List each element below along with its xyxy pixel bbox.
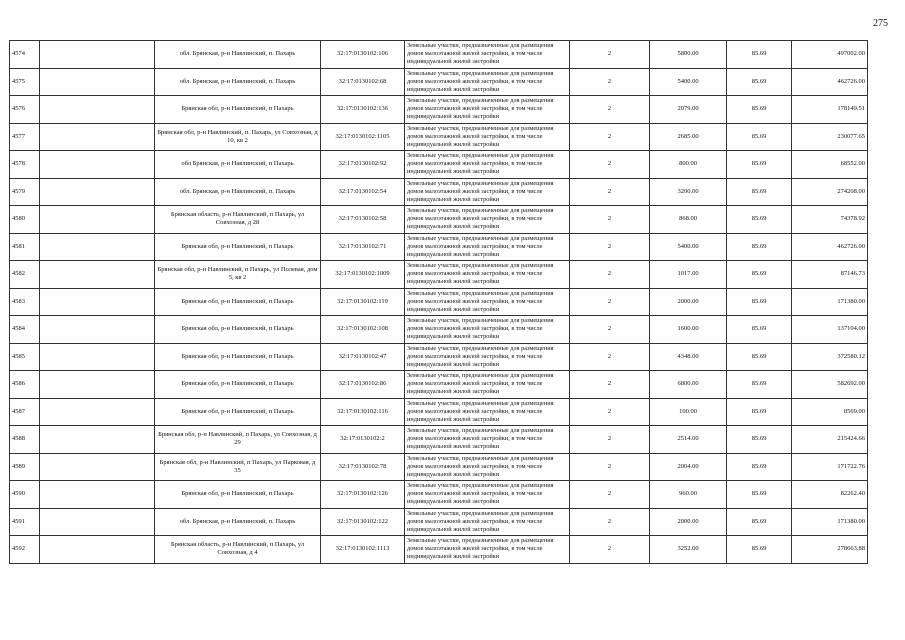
category-cell: 2 xyxy=(570,123,650,151)
cadastral-value-cell: 171722.76 xyxy=(792,453,868,481)
rate-cell: 85.69 xyxy=(727,178,792,206)
table-row xyxy=(10,288,868,316)
empty-cell xyxy=(40,508,155,536)
table-row xyxy=(10,123,868,151)
address-cell: Брянская обл, р-н Навлинский, п Пахарь xyxy=(155,316,321,344)
cadastral-number-cell: 32:17:0130102:106 xyxy=(321,41,405,69)
address-cell: Брянская обл, р-н Навлинский, п Пахарь, ул Совхозная, д 29 xyxy=(155,426,321,454)
address-cell: обл. Брянская, р-н Навлинский, п. Пахарь xyxy=(155,508,321,536)
cadastral-value-cell: 278663.88 xyxy=(792,536,868,564)
table-row xyxy=(10,453,868,481)
land-use-cell: Земельные участки, предназначенные для размещения домов малоэтажной жилой застройки, в том числе индивидуальной жилой застройки xyxy=(405,41,570,69)
land-use-cell: Земельные участки, предназначенные для размещения домов малоэтажной жилой застройки, в том числе индивидуальной жилой застройки xyxy=(405,316,570,344)
rate-cell: 85.69 xyxy=(727,261,792,289)
category-cell: 2 xyxy=(570,41,650,69)
address-cell: Брянская обл, р-н Навлинский, п Пахарь xyxy=(155,96,321,124)
area-cell: 5400.00 xyxy=(650,68,727,96)
category-cell: 2 xyxy=(570,343,650,371)
area-cell: 2514.00 xyxy=(650,426,727,454)
category-cell: 2 xyxy=(570,316,650,344)
empty-cell xyxy=(40,316,155,344)
cadastral-value-cell: 171380.00 xyxy=(792,288,868,316)
cadastral-number-cell: 32:17:0130102:108 xyxy=(321,316,405,344)
address-cell: Брянская обл, р-н Навлинский, п. Пахарь, ул Совхозная, д 10, кв 2 xyxy=(155,123,321,151)
table-row xyxy=(10,151,868,179)
land-use-cell: Земельные участки, предназначенные для размещения домов малоэтажной жилой застройки, в том числе индивидуальной жилой застройки xyxy=(405,426,570,454)
table-row xyxy=(10,68,868,96)
category-cell: 2 xyxy=(570,426,650,454)
area-cell: 2079.00 xyxy=(650,96,727,124)
area-cell: 2000.00 xyxy=(650,508,727,536)
area-cell: 1017.00 xyxy=(650,261,727,289)
rate-cell: 85.69 xyxy=(727,426,792,454)
cadastral-value-cell: 171380.00 xyxy=(792,508,868,536)
land-registry-table xyxy=(9,40,868,564)
page-number: 275 xyxy=(873,18,888,29)
area-cell: 1600.00 xyxy=(650,316,727,344)
cadastral-value-cell: 178149.51 xyxy=(792,96,868,124)
cadastral-number-cell: 32:17:0130102:86 xyxy=(321,371,405,399)
cadastral-number-cell: 32:17:0130102:2 xyxy=(321,426,405,454)
cadastral-number-cell: 32:17:0130102:68 xyxy=(321,68,405,96)
rate-cell: 85.69 xyxy=(727,233,792,261)
land-use-cell: Земельные участки, предназначенные для размещения домов малоэтажной жилой застройки, в том числе индивидуальной жилой застройки xyxy=(405,123,570,151)
cadastral-number-cell: 32:17:0130102:71 xyxy=(321,233,405,261)
cadastral-number-cell: 32:17:0130102:47 xyxy=(321,343,405,371)
row-number: 4587 xyxy=(10,398,40,426)
empty-cell xyxy=(40,261,155,289)
row-number: 4575 xyxy=(10,68,40,96)
cadastral-value-cell: 8569.00 xyxy=(792,398,868,426)
land-use-cell: Земельные участки, предназначенные для размещения домов малоэтажной жилой застройки, в том числе индивидуальной жилой застройки xyxy=(405,233,570,261)
land-use-cell: Земельные участки, предназначенные для размещения домов малоэтажной жилой застройки, в том числе индивидуальной жилой застройки xyxy=(405,178,570,206)
area-cell: 868.00 xyxy=(650,206,727,234)
table-row xyxy=(10,316,868,344)
address-cell: Брянская обл, р-н Навлинский, п Пахарь xyxy=(155,233,321,261)
land-use-cell: Земельные участки, предназначенные для размещения домов малоэтажной жилой застройки, в том числе индивидуальной жилой застройки xyxy=(405,453,570,481)
address-cell: обл. Брянская, р-н Навлинский, п. Пахарь xyxy=(155,41,321,69)
table-body xyxy=(10,41,868,564)
table-row xyxy=(10,371,868,399)
table-row xyxy=(10,481,868,509)
empty-cell xyxy=(40,343,155,371)
cadastral-number-cell: 32:17:0130102:1113 xyxy=(321,536,405,564)
address-cell: Брянская область, р-н Навлинский, п Пахарь, ул Совхозная, д 28 xyxy=(155,206,321,234)
empty-cell xyxy=(40,536,155,564)
rate-cell: 85.69 xyxy=(727,288,792,316)
cadastral-value-cell: 497002.00 xyxy=(792,41,868,69)
empty-cell xyxy=(40,233,155,261)
row-number: 4592 xyxy=(10,536,40,564)
category-cell: 2 xyxy=(570,206,650,234)
category-cell: 2 xyxy=(570,398,650,426)
empty-cell xyxy=(40,151,155,179)
area-cell: 5800.00 xyxy=(650,41,727,69)
cadastral-value-cell: 462726.00 xyxy=(792,68,868,96)
land-use-cell: Земельные участки, предназначенные для размещения домов малоэтажной жилой застройки, в том числе индивидуальной жилой застройки xyxy=(405,481,570,509)
rate-cell: 85.69 xyxy=(727,371,792,399)
category-cell: 2 xyxy=(570,453,650,481)
cadastral-number-cell: 32:17:0130102:1105 xyxy=(321,123,405,151)
area-cell: 800.00 xyxy=(650,151,727,179)
cadastral-number-cell: 32:17:0130102:1009 xyxy=(321,261,405,289)
row-number: 4579 xyxy=(10,178,40,206)
cadastral-value-cell: 230077.65 xyxy=(792,123,868,151)
cadastral-number-cell: 32:17:0130102:126 xyxy=(321,481,405,509)
land-use-cell: Земельные участки, предназначенные для размещения домов малоэтажной жилой застройки, в том числе индивидуальной жилой застройки xyxy=(405,261,570,289)
area-cell: 100.00 xyxy=(650,398,727,426)
category-cell: 2 xyxy=(570,178,650,206)
land-use-cell: Земельные участки, предназначенные для размещения домов малоэтажной жилой застройки, в том числе индивидуальной жилой застройки xyxy=(405,508,570,536)
row-number: 4589 xyxy=(10,453,40,481)
table-row xyxy=(10,206,868,234)
row-number: 4588 xyxy=(10,426,40,454)
row-number: 4580 xyxy=(10,206,40,234)
address-cell: Брянская обл, р-н Навлинский, п Пахарь, ул Полевая, дом 5, кв 2 xyxy=(155,261,321,289)
rate-cell: 85.69 xyxy=(727,453,792,481)
empty-cell xyxy=(40,288,155,316)
rate-cell: 85.69 xyxy=(727,398,792,426)
cadastral-value-cell: 68552.00 xyxy=(792,151,868,179)
cadastral-number-cell: 32:17:0130102:119 xyxy=(321,288,405,316)
rate-cell: 85.69 xyxy=(727,123,792,151)
category-cell: 2 xyxy=(570,151,650,179)
land-use-cell: Земельные участки, предназначенные для размещения домов малоэтажной жилой застройки, в том числе индивидуальной жилой застройки xyxy=(405,96,570,124)
area-cell: 2004.00 xyxy=(650,453,727,481)
area-cell: 4348.00 xyxy=(650,343,727,371)
row-number: 4583 xyxy=(10,288,40,316)
cadastral-value-cell: 274208.00 xyxy=(792,178,868,206)
area-cell: 960.00 xyxy=(650,481,727,509)
land-use-cell: Земельные участки, предназначенные для размещения домов малоэтажной жилой застройки, в том числе индивидуальной жилой застройки xyxy=(405,68,570,96)
land-use-cell: Земельные участки, предназначенные для размещения домов малоэтажной жилой застройки, в том числе индивидуальной жилой застройки xyxy=(405,206,570,234)
empty-cell xyxy=(40,453,155,481)
row-number: 4586 xyxy=(10,371,40,399)
address-cell: Брянская обл, р-н Навлинский, п Пахарь xyxy=(155,343,321,371)
table-row xyxy=(10,398,868,426)
area-cell: 5400.00 xyxy=(650,233,727,261)
area-cell: 2685.00 xyxy=(650,123,727,151)
cadastral-value-cell: 87146.73 xyxy=(792,261,868,289)
empty-cell xyxy=(40,206,155,234)
empty-cell xyxy=(40,371,155,399)
cadastral-number-cell: 32:17:0130102:78 xyxy=(321,453,405,481)
address-cell: Брянская область, р-н Навлинский, п Пахарь, ул Совхозная, д 4 xyxy=(155,536,321,564)
land-use-cell: Земельные участки, предназначенные для размещения домов малоэтажной жилой застройки, в том числе индивидуальной жилой застройки xyxy=(405,343,570,371)
rate-cell: 85.69 xyxy=(727,316,792,344)
cadastral-number-cell: 32:17:0130102:136 xyxy=(321,96,405,124)
table-row xyxy=(10,343,868,371)
table-row xyxy=(10,508,868,536)
rate-cell: 85.69 xyxy=(727,481,792,509)
address-cell: обл. Брянская, р-н Навлинский, п. Пахарь xyxy=(155,178,321,206)
row-number: 4591 xyxy=(10,508,40,536)
address-cell: обл. Брянская, р-н Навлинский, п. Пахарь xyxy=(155,68,321,96)
row-number: 4578 xyxy=(10,151,40,179)
row-number: 4576 xyxy=(10,96,40,124)
table-row xyxy=(10,178,868,206)
address-cell: обл Брянская, р-н Навлинский, п Пахарь xyxy=(155,151,321,179)
land-use-cell: Земельные участки, предназначенные для размещения домов малоэтажной жилой застройки, в том числе индивидуальной жилой застройки xyxy=(405,536,570,564)
address-cell: Брянская обл, р-н Навлинский, п Пахарь xyxy=(155,371,321,399)
rate-cell: 85.69 xyxy=(727,96,792,124)
category-cell: 2 xyxy=(570,371,650,399)
area-cell: 3200.00 xyxy=(650,178,727,206)
table-row xyxy=(10,96,868,124)
cadastral-value-cell: 582692.00 xyxy=(792,371,868,399)
category-cell: 2 xyxy=(570,508,650,536)
land-use-cell: Земельные участки, предназначенные для размещения домов малоэтажной жилой застройки, в том числе индивидуальной жилой застройки xyxy=(405,398,570,426)
area-cell: 6800.00 xyxy=(650,371,727,399)
rate-cell: 85.69 xyxy=(727,68,792,96)
empty-cell xyxy=(40,398,155,426)
table-row xyxy=(10,426,868,454)
cadastral-value-cell: 82262.40 xyxy=(792,481,868,509)
cadastral-value-cell: 215424.66 xyxy=(792,426,868,454)
cadastral-number-cell: 32:17:0130102:116 xyxy=(321,398,405,426)
empty-cell xyxy=(40,178,155,206)
address-cell: Брянская обл, р-н Навлинский, п Пахарь, ул Парковая, д 35 xyxy=(155,453,321,481)
row-number: 4582 xyxy=(10,261,40,289)
cadastral-number-cell: 32:17:0130102:54 xyxy=(321,178,405,206)
address-cell: Брянская обл, р-н Навлинский, п Пахарь xyxy=(155,481,321,509)
category-cell: 2 xyxy=(570,481,650,509)
rate-cell: 85.69 xyxy=(727,536,792,564)
table-row xyxy=(10,261,868,289)
rate-cell: 85.69 xyxy=(727,508,792,536)
cadastral-number-cell: 32:17:0130102:58 xyxy=(321,206,405,234)
empty-cell xyxy=(40,68,155,96)
area-cell: 2000.00 xyxy=(650,288,727,316)
category-cell: 2 xyxy=(570,233,650,261)
category-cell: 2 xyxy=(570,288,650,316)
address-cell: Брянская обл, р-н Навлинский, п Пахарь xyxy=(155,398,321,426)
row-number: 4590 xyxy=(10,481,40,509)
empty-cell xyxy=(40,426,155,454)
cadastral-number-cell: 32:17:0130102:92 xyxy=(321,151,405,179)
row-number: 4574 xyxy=(10,41,40,69)
empty-cell xyxy=(40,123,155,151)
cadastral-value-cell: 372580.12 xyxy=(792,343,868,371)
empty-cell xyxy=(40,96,155,124)
area-cell: 3252.00 xyxy=(650,536,727,564)
rate-cell: 85.69 xyxy=(727,206,792,234)
rate-cell: 85.69 xyxy=(727,151,792,179)
rate-cell: 85.69 xyxy=(727,343,792,371)
rate-cell: 85.69 xyxy=(727,41,792,69)
land-use-cell: Земельные участки, предназначенные для размещения домов малоэтажной жилой застройки, в том числе индивидуальной жилой застройки xyxy=(405,371,570,399)
category-cell: 2 xyxy=(570,536,650,564)
category-cell: 2 xyxy=(570,68,650,96)
table-row xyxy=(10,536,868,564)
category-cell: 2 xyxy=(570,96,650,124)
table-row xyxy=(10,233,868,261)
land-use-cell: Земельные участки, предназначенные для размещения домов малоэтажной жилой застройки, в том числе индивидуальной жилой застройки xyxy=(405,288,570,316)
cadastral-number-cell: 32:17:0130102:122 xyxy=(321,508,405,536)
address-cell: Брянская обл, р-н Навлинский, п Пахарь xyxy=(155,288,321,316)
cadastral-value-cell: 462726.00 xyxy=(792,233,868,261)
category-cell: 2 xyxy=(570,261,650,289)
row-number: 4585 xyxy=(10,343,40,371)
table-row xyxy=(10,41,868,69)
land-use-cell: Земельные участки, предназначенные для размещения домов малоэтажной жилой застройки, в том числе индивидуальной жилой застройки xyxy=(405,151,570,179)
row-number: 4577 xyxy=(10,123,40,151)
empty-cell xyxy=(40,41,155,69)
cadastral-value-cell: 137104.00 xyxy=(792,316,868,344)
row-number: 4581 xyxy=(10,233,40,261)
cadastral-value-cell: 74378.92 xyxy=(792,206,868,234)
row-number: 4584 xyxy=(10,316,40,344)
empty-cell xyxy=(40,481,155,509)
